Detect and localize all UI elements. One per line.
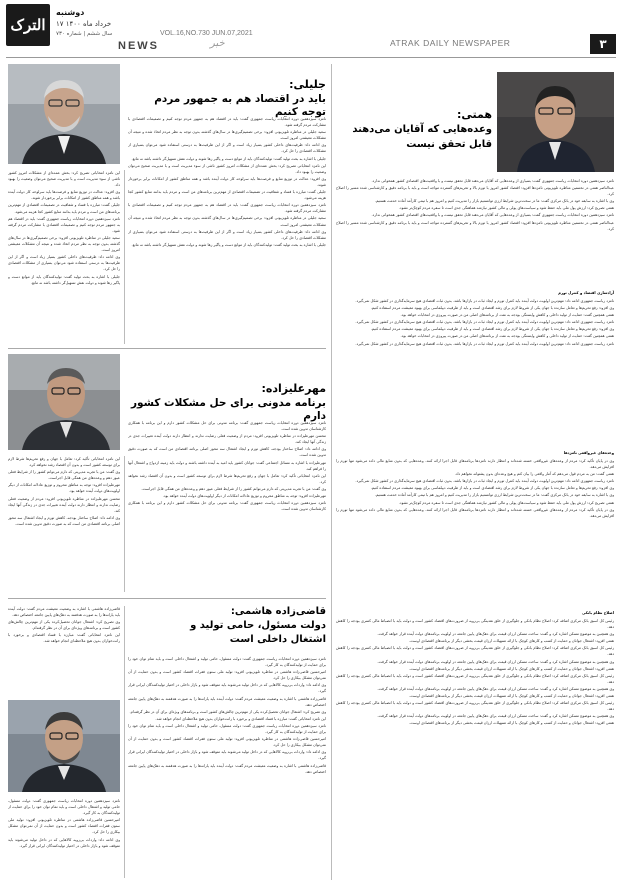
paragraph: وی ادامه داد: ظرفیت‌های داخلی کشور بسیار زیاد است و اگر از این ظرفیت‌ها به درستی استفاده شود می‌توان بسیاری از مشکلات اقتصادی را حل کرد. bbox=[128, 143, 326, 154]
portrait-image bbox=[8, 700, 120, 792]
paragraph: وی ادامه داد: واردات بی‌رویه کالاهایی که در داخل تولید می‌شوند باید متوقف شود و بازار داخلی در اختیار تولیدکنندگان ایرانی قرار گیرد. bbox=[128, 750, 326, 761]
paragraph: همتی همچنین گفت: حمایت از تولید داخلی و کاهش وابستگی بودجه به نفت از برنامه‌های اصلی من در صورت پیروزی در انتخابات خواهد بود. bbox=[400, 334, 614, 339]
section-label-news: NEWS bbox=[118, 40, 159, 52]
paragraph: وی همچنین به موضوع مسکن اشاره کرد و گفت: ساخت مسکن ارزان قیمت برای دهک‌های پایین جامعه در اولویت برنامه‌های دولت آینده قرار خواهد گرفت. bbox=[377, 686, 614, 691]
section-divider bbox=[8, 598, 326, 599]
hemmati-title-line-1[interactable]: وعده‌هایی که آقایان می‌دهند bbox=[352, 124, 492, 135]
paragraph: نامزد سیزدهمین دوره انتخابات ریاست جمهوری گفت: بسیاری از وعده‌هایی که آقایان می‌دهند قابل تحقق نیست و با واقعیت‌های اقتصادی کشور همخوانی ندارد. bbox=[371, 179, 614, 183]
paragraph: عبدالناصر همتی در نخستین مناظره تلویزیونی نامزدها افزود: اقتصاد کشور امروز با تورم بالا و تحریم‌های گسترده مواجه است و باید با برنامه دقیق و کارشناسی شده مسیر را اصلاح کرد. bbox=[336, 186, 614, 197]
paragraph: وی ادامه داد: ظرفیت‌های داخلی کشور بسیار زیاد است و اگر از این ظرفیت‌ها به درستی استفاده شود می‌توان بسیاری از مشکلات اقتصادی را حل کرد. bbox=[128, 229, 326, 240]
paragraph: وی ادامه داد: اصلاح ساختار بودجه، کاهش تورم و ایجاد اشتغال سه محور اصلی برنامه اقتصادی من است که به صورت دقیق تدوین شده است. bbox=[8, 515, 120, 526]
paragraph: رئیس کل اسبق بانک مرکزی اضافه کرد: اصلاح نظام بانکی و جلوگیری از خلق نقدینگی بی‌رویه از ضرورت‌های اقتصاد کشور است و دولت باید با انضباط مالی کسری بودجه را کاهش دهد. bbox=[336, 701, 614, 712]
paragraph: نامزد سیزدهمین دوره انتخابات ریاست جمهوری گفت: دولت مسئول، حامی تولید و اشتغال داخلی است و باید تمام توان خود را برای حمایت از تولیدکنندگان به کار گیرد. bbox=[8, 799, 120, 816]
paragraph: وی ادامه داد: اصلاح ساختار بودجه، کاهش تورم و ایجاد اشتغال سه محور اصلی برنامه اقتصادی من است که به صورت دقیق تدوین شده است. bbox=[128, 447, 326, 458]
paragraph: مهرعلیزاده با اشاره به مسائل اجتماعی گفت: جوانان کشور باید امید به آینده داشته باشند و دولت باید زمینه ازدواج و اشتغال آنها را فراهم کند. bbox=[128, 460, 326, 471]
paragraph: وی گفت: من با تجربه مدیریتی که دارم می‌توانم کشور را از شرایط فعلی عبور دهم و وعده‌های من همگی قابل اجراست. bbox=[141, 486, 326, 491]
paragraph: وی همچنین به موضوع مسکن اشاره کرد و گفت: ساخت مسکن ارزان قیمت برای دهک‌های پایین جامعه در اولویت برنامه‌های دولت آینده قرار خواهد گرفت. bbox=[377, 714, 614, 719]
inner-column-divider bbox=[124, 456, 125, 592]
paragraph: نامزد ریاست جمهوری ادامه داد: مهم‌ترین اولویت دولت آینده باید کنترل تورم و ایجاد ثبات در بازارها باشد. بدون ثبات اقتصادی هیچ سرمایه‌گذاری در کشور شکل نمی‌گیرد. bbox=[355, 479, 614, 484]
paragraph: جلیلی با اشاره به بحث تولید گفت: تولیدکنندگان باید از موانع دست و پاگیر رها شوند و دولت نقش تسهیل‌گر داشته باشد نه مانع. bbox=[8, 274, 120, 285]
jalili-body-right bbox=[128, 116, 326, 344]
ghazizadeh-body-right bbox=[128, 656, 326, 878]
paragraph: این نامزد انتخاباتی گفت: مبارزه با فساد اقتصادی و برخورد با رانت‌خواران بدون هیچ ملاحظه‌ای انجام خواهد شد. bbox=[155, 716, 326, 721]
mehralizadeh-title[interactable]: برنامه مدونی برای حل مشکلات کشور دارم bbox=[130, 397, 326, 423]
paragraph: وی تصریح کرد: اشتغال جوانان تحصیل‌کرده یکی از مهم‌ترین چالش‌های کشور است و برنامه‌های ویژه‌ای برای آن در نظر گرفته‌ام. bbox=[8, 620, 120, 631]
paragraph: همتی تصریح کرد: ارزش پول ملی باید حفظ شود و سیاست‌های پولی و مالی کشور نیازمند هماهنگی جدی است تا سفره مردم کوچک‌تر نشود. bbox=[398, 500, 614, 505]
ghazizadeh-body-top-left bbox=[8, 606, 120, 694]
paragraph: این نامزد انتخاباتی گفت: مبارزه با فساد اقتصادی و برخورد با رانت‌خواران بدون هیچ ملاحظه‌ای انجام خواهد شد. bbox=[8, 633, 120, 644]
issue-tagline: سال ششم | شماره ۷۳۰ bbox=[56, 31, 113, 37]
portrait-image bbox=[8, 64, 120, 164]
inner-column-divider bbox=[124, 170, 125, 344]
paragraph: نامزد ریاست جمهوری ادامه داد: مهم‌ترین اولویت دولت آینده باید کنترل تورم و ایجاد ثبات در بازارها باشد. بدون ثبات اقتصادی هیچ سرمایه‌گذاری در کشور شکل نمی‌گیرد. bbox=[355, 320, 614, 325]
newspaper-logo[interactable]: الترک bbox=[6, 4, 50, 46]
hemmati-body-4 bbox=[336, 618, 614, 878]
paragraph: نامزد سیزدهمین دوره انتخابات ریاست جمهوری گفت: باید در اقتصاد هم به جمهور مردم توجه کنیم و تصمیمات اقتصادی با مشارکت مردم گرفته شود. bbox=[8, 216, 120, 233]
header-divider bbox=[6, 57, 616, 58]
paragraph: وی گفت: من با تجربه مدیریتی که دارم می‌توانم کشور را از شرایط فعلی عبور دهم و وعده‌های من همگی قابل اجراست. bbox=[8, 470, 120, 481]
paragraph: وی ادامه داد: واردات بی‌رویه کالاهایی که در داخل تولید می‌شوند باید متوقف شود و بازار داخلی در اختیار تولیدکنندگان ایرانی قرار گیرد. bbox=[128, 683, 326, 694]
paragraph: وی با اشاره به سابقه خود در بانک مرکزی گفت: ما در سخت‌ترین شرایط ارزی توانستیم بازار را مدیریت کنیم و امروز هم با تیمی کارآمد آماده خدمت هستیم. bbox=[374, 199, 614, 204]
paragraph: این نامزد انتخاباتی تصریح کرد: بخش عمده‌ای از مشکلات امروز کشور ناشی از سوء مدیریت است و با مدیریت صحیح می‌توان وضعیت را بهبود داد. bbox=[128, 163, 326, 174]
paragraph: قاضی‌زاده هاشمی با اشاره به وضعیت معیشت مردم گفت: دولت آینده باید یارانه‌ها را به صورت هدفمند به دهک‌های پایین جامعه اختصاص دهد. bbox=[128, 696, 326, 707]
paragraph: سعید جلیلی در مناظره تلویزیونی افزود: برخی تصمیم‌گیری‌ها در سال‌های گذشته بدون توجه به نظر مردم اتخاذ شده و نتیجه آن مشکلات معیشتی امروز است. bbox=[128, 130, 326, 141]
paragraph: رئیس کل اسبق بانک مرکزی اضافه کرد: اصلاح نظام بانکی و جلوگیری از خلق نقدینگی بی‌رویه از ضرورت‌های اقتصاد کشور است و دولت باید با انضباط مالی کسری بودجه را کاهش دهد. bbox=[336, 673, 614, 684]
mehralizadeh-body-left bbox=[8, 456, 120, 592]
paragraph: وی افزود: رفع تحریم‌ها و تعامل سازنده با جهان یکی از شروط لازم برای رشد اقتصادی است و باید از ظرفیت دیپلماسی برای بهبود معیشت مردم استفاده کنیم. bbox=[370, 327, 614, 332]
ghazizadeh-title-line-2[interactable]: اشتغال داخلی است bbox=[229, 634, 326, 645]
paragraph: نامزد سیزدهمین دوره انتخابات ریاست جمهوری گفت: برنامه مدونی برای حل مشکلات کشور دارم و این برنامه با همکاری کارشناسان تدوین شده است. bbox=[128, 501, 326, 512]
paragraph: سعید جلیلی در مناظره تلویزیونی افزود: برخی تصمیم‌گیری‌ها در سال‌های گذشته بدون توجه به نظر مردم اتخاذ شده و نتیجه آن مشکلات معیشتی امروز است. bbox=[8, 235, 120, 253]
inner-column-divider bbox=[124, 606, 125, 878]
paragraph: وی افزود: عدالت در توزیع منابع و فرصت‌ها باید سرلوحه کار دولت آینده باشد و همه مناطق کشور از امکانات برابر برخوردار شوند. bbox=[128, 176, 326, 187]
issue-date: ۱۷ خرداد ماه ۱۴۰۰ bbox=[56, 20, 112, 28]
page-number: ۳ bbox=[590, 34, 616, 54]
paragraph: محسن مهرعلیزاده در مناظره تلویزیونی افزود: مردم از وضعیت فعلی رضایت ندارند و انتظار دارند دولت آینده تغییرات جدی در زندگی آنها ایجاد کند. bbox=[128, 434, 326, 445]
paragraph: نامزد ریاست جمهوری ادامه داد: مهم‌ترین اولویت دولت آینده باید کنترل تورم و ایجاد ثبات در بازارها باشد. بدون ثبات اقتصادی هیچ سرمایه‌گذاری در کشور شکل نمی‌گیرد. bbox=[355, 299, 614, 303]
paragraph: عبدالناصر همتی در نخستین مناظره تلویزیونی نامزدها افزود: اقتصاد کشور امروز با تورم بالا و تحریم‌های گسترده مواجه است و باید با برنامه دقیق و کارشناسی شده مسیر را اصلاح کرد. bbox=[336, 220, 614, 231]
portrait-image bbox=[8, 354, 120, 450]
paragraph: قاضی‌زاده هاشمی با اشاره به وضعیت معیشت مردم گفت: دولت آینده باید یارانه‌ها را به صورت هدفمند به دهک‌های پایین جامعه اختصاص دهد. bbox=[8, 607, 120, 618]
paragraph: نامزد سیزدهمین دوره انتخابات ریاست جمهوری گفت: باید در اقتصاد هم به جمهور مردم توجه کنیم و تصمیمات اقتصادی با مشارکت مردم گرفته شود. bbox=[128, 117, 326, 128]
paragraph: همتی گفت: من به مردم قول می‌دهم که آمار واقعی را بیان کنم و هیچ وعده‌ای بدون پشتوانه نخواهم داد. bbox=[454, 472, 614, 477]
paragraph: وی با اشاره به سابقه خود در بانک مرکزی گفت: ما در سخت‌ترین شرایط ارزی توانستیم بازار را مدیریت کنیم و امروز هم با تیمی کارآمد آماده خدمت هستیم. bbox=[374, 493, 614, 498]
paragraph: نامزد سیزدهمین دوره انتخابات ریاست جمهوری گفت: باید در اقتصاد هم به جمهور مردم توجه کنیم و تصمیمات اقتصادی با مشارکت مردم گرفته شود. bbox=[128, 203, 326, 214]
hemmati-body-1 bbox=[336, 178, 614, 288]
section-divider bbox=[8, 348, 326, 349]
mehralizadeh-body-right bbox=[128, 420, 326, 592]
paragraph: امیرحسین قاضی‌زاده هاشمی در مناظره تلویزیونی افزود: تولید ملی ستون فقرات اقتصاد کشور است و بدون حمایت از آن نمی‌توان مشکل بیکاری را حل کرد. bbox=[128, 737, 326, 748]
paragraph: جلیلی گفت: مبارزه با فساد و شفافیت در تصمیمات اقتصادی از مهم‌ترین برنامه‌های من است و مردم باید بدانند منابع کشور کجا هزینه می‌شود. bbox=[8, 203, 120, 214]
portrait-image bbox=[497, 72, 614, 172]
paragraph: وی افزود: عدالت در توزیع منابع و فرصت‌ها باید سرلوحه کار دولت آینده باشد و همه مناطق کشور از امکانات برابر برخوردار شوند. bbox=[8, 190, 120, 201]
hemmati-body-2 bbox=[336, 298, 614, 448]
ghazizadeh-title-line-1[interactable]: دولت مسئول، حامی تولید و bbox=[190, 620, 326, 631]
paragraph: نامزد ریاست جمهوری ادامه داد: مهم‌ترین اولویت دولت آینده باید کنترل تورم و ایجاد ثبات در بازارها باشد. بدون ثبات اقتصادی هیچ سرمایه‌گذاری در کشور شکل نمی‌گیرد. bbox=[355, 341, 614, 346]
paragraph: قاضی‌زاده هاشمی با اشاره به وضعیت معیشت مردم گفت: دولت آینده باید یارانه‌ها را به صورت هدفمند به دهک‌های پایین جامعه اختصاص دهد. bbox=[128, 763, 326, 774]
ghazizadeh-body-bottom-left bbox=[8, 798, 120, 878]
paragraph: وی همچنین به موضوع مسکن اشاره کرد و گفت: ساخت مسکن ارزان قیمت برای دهک‌های پایین جامعه در اولویت برنامه‌های دولت آینده قرار خواهد گرفت. bbox=[377, 659, 614, 664]
paragraph: این نامزد انتخاباتی تأکید کرد: تعامل با جهان و رفع تحریم‌ها شرط لازم برای توسعه کشور است و بدون آن اقتصاد رشد نخواهد کرد. bbox=[8, 457, 120, 468]
paragraph: وی ادامه داد: واردات بی‌رویه کالاهایی که در داخل تولید می‌شوند باید متوقف شود و بازار داخلی در اختیار تولیدکنندگان ایرانی قرار گیرد. bbox=[8, 837, 120, 848]
volume-line: VOL.16,NO.730 JUN.07,2021 bbox=[160, 30, 253, 37]
hemmati-body-3 bbox=[336, 458, 614, 608]
hemmati-subhead-2: وعده‌های غیرواقعی نامزدها bbox=[563, 451, 614, 455]
paragraph: رئیس کل اسبق بانک مرکزی اضافه کرد: اصلاح نظام بانکی و جلوگیری از خلق نقدینگی بی‌رویه از ضرورت‌های اقتصاد کشور است و دولت باید با انضباط مالی کسری بودجه را کاهش دهد. bbox=[336, 619, 614, 630]
paragraph: نامزد سیزدهمین دوره انتخابات ریاست جمهوری گفت: برنامه مدونی برای حل مشکلات کشور دارم و این برنامه با همکاری کارشناسان تدوین شده است. bbox=[128, 421, 326, 432]
hemmati-title-line-2[interactable]: قابل تحقق نیست bbox=[406, 139, 492, 150]
ghazizadeh-kicker: قاضی‌زاده هاشمی: bbox=[230, 606, 326, 617]
paragraph: همتی افزود: اشتغال جوانان و حمایت از کسب و کارهای کوچک با ارائه تسهیلات ارزان قیمت بخشی دیگر از برنامه‌های اقتصادی اوست. bbox=[409, 639, 614, 644]
paragraph: امیرحسین قاضی‌زاده هاشمی در مناظره تلویزیونی افزود: تولید ملی ستون فقرات اقتصاد کشور است و بدون حمایت از آن نمی‌توان مشکل بیکاری را حل کرد. bbox=[8, 818, 120, 835]
hemmati-kicker: همتی: bbox=[456, 108, 492, 121]
paragraph: جلیلی گفت: مبارزه با فساد و شفافیت در تصمیمات اقتصادی از مهم‌ترین برنامه‌های من است و مردم باید بدانند منابع کشور کجا هزینه می‌شود. bbox=[128, 190, 326, 201]
paragraph: وی افزود: رفع تحریم‌ها و تعامل سازنده با جهان یکی از شروط لازم برای رشد اقتصادی است و باید از ظرفیت دیپلماسی برای بهبود معیشت مردم استفاده کنیم. bbox=[370, 486, 614, 491]
hemmati-subhead-1: آزادسازی اقتصاد و کنترل تورم bbox=[558, 291, 614, 295]
paragraph: مهرعلیزاده افزود: توجه به مناطق محروم و توزیع عادلانه امکانات از دیگر اولویت‌های دولت آینده خواهد بود. bbox=[8, 483, 120, 494]
paragraph: همتی تصریح کرد: ارزش پول ملی باید حفظ شود و سیاست‌های پولی و مالی کشور نیازمند هماهنگی جدی است تا سفره مردم کوچک‌تر نشود. bbox=[398, 206, 614, 211]
jalili-kicker: جلیلی: bbox=[289, 78, 326, 91]
hemmati-photo bbox=[497, 72, 614, 172]
column-divider bbox=[331, 64, 332, 880]
paragraph: این نامزد انتخاباتی تأکید کرد: تعامل با جهان و رفع تحریم‌ها شرط لازم برای توسعه کشور است و بدون آن اقتصاد رشد نخواهد کرد. bbox=[128, 473, 326, 484]
paragraph: وی افزود: رفع تحریم‌ها و تعامل سازنده با جهان یکی از شروط لازم برای رشد اقتصادی است و باید از ظرفیت دیپلماسی برای بهبود معیشت مردم استفاده کنیم. bbox=[370, 306, 614, 311]
jalili-body-left bbox=[8, 170, 120, 344]
paragraph: سعید جلیلی در مناظره تلویزیونی افزود: برخی تصمیم‌گیری‌ها در سال‌های گذشته بدون توجه به نظر مردم اتخاذ شده و نتیجه آن مشکلات معیشتی امروز است. bbox=[128, 216, 326, 227]
paragraph: وی ادامه داد: ظرفیت‌های داخلی کشور بسیار زیاد است و اگر از این ظرفیت‌ها به درستی استفاده شود می‌توان بسیاری از مشکلات اقتصادی را حل کرد. bbox=[8, 255, 120, 272]
paragraph: جلیلی با اشاره به بحث تولید گفت: تولیدکنندگان باید از موانع دست و پاگیر رها شوند و دولت نقش تسهیل‌گر داشته باشد نه مانع. bbox=[131, 242, 326, 247]
mehralizadeh-kicker: مهرعلیزاده: bbox=[261, 382, 326, 395]
paragraph: وی در پایان تأکید کرد: مردم از وعده‌های غیرواقعی خسته شده‌اند و انتظار دارند نامزدها برنامه‌های قابل اجرا ارائه کنند. وعده‌هایی که بدون منابع مالی داده می‌شود تنها تورم را افزایش می‌دهد. bbox=[336, 459, 614, 470]
paragraph: نامزد سیزدهمین دوره انتخابات ریاست جمهوری گفت: دولت مسئول، حامی تولید و اشتغال داخلی است و باید تمام توان خود را برای حمایت از تولیدکنندگان به کار گیرد. bbox=[128, 723, 326, 735]
paragraph: وی در پایان تأکید کرد: مردم از وعده‌های غیرواقعی خسته شده‌اند و انتظار دارند نامزدها برنامه‌های قابل اجرا ارائه کنند. وعده‌هایی که بدون منابع مالی داده می‌شود تنها تورم را افزایش می‌دهد. bbox=[336, 507, 614, 518]
paragraph: مهرعلیزاده افزود: توجه به مناطق محروم و توزیع عادلانه امکانات از دیگر اولویت‌های دولت آینده خواهد بود. bbox=[162, 494, 326, 499]
paragraph: وی همچنین به موضوع مسکن اشاره کرد و گفت: ساخت مسکن ارزان قیمت برای دهک‌های پایین جامعه در اولویت برنامه‌های دولت آینده قرار خواهد گرفت. bbox=[377, 632, 614, 637]
paragraph: نامزد سیزدهمین دوره انتخابات ریاست جمهوری گفت: دولت مسئول، حامی تولید و اشتغال داخلی است و باید تمام توان خود را برای حمایت از تولیدکنندگان به کار گیرد. bbox=[128, 657, 326, 668]
jalili-photo bbox=[8, 64, 120, 164]
paragraph: محسن مهرعلیزاده در مناظره تلویزیونی افزود: مردم از وضعیت فعلی رضایت ندارند و انتظار دارند دولت آینده تغییرات جدی در زندگی آنها ایجاد کند. bbox=[8, 496, 120, 513]
paragraph: وی تصریح کرد: اشتغال جوانان تحصیل‌کرده یکی از مهم‌ترین چالش‌های کشور است و برنامه‌های ویژه‌ای برای آن در نظر گرفته‌ام. bbox=[129, 709, 326, 714]
paragraph: همتی افزود: اشتغال جوانان و حمایت از کسب و کارهای کوچک با ارائه تسهیلات ارزان قیمت بخشی دیگر از برنامه‌های اقتصادی اوست. bbox=[409, 694, 614, 699]
paragraph: امیرحسین قاضی‌زاده هاشمی در مناظره تلویزیونی افزود: تولید ملی ستون فقرات اقتصاد کشور است و بدون حمایت از آن نمی‌توان مشکل بیکاری را حل کرد. bbox=[128, 670, 326, 681]
issue-day: دوشنبه bbox=[56, 8, 85, 17]
section-label-khabar: خبر bbox=[210, 38, 225, 49]
jalili-title[interactable]: باید در اقتصاد هم به جمهور مردم توجه کنیم bbox=[154, 93, 326, 119]
paragraph: جلیلی با اشاره به بحث تولید گفت: تولیدکنندگان باید از موانع دست و پاگیر رها شوند و دولت نقش تسهیل‌گر داشته باشد نه مانع. bbox=[131, 156, 326, 161]
paragraph: نامزد سیزدهمین دوره انتخابات ریاست جمهوری گفت: بسیاری از وعده‌هایی که آقایان می‌دهند قابل تحقق نیست و با واقعیت‌های اقتصادی کشور همخوانی ندارد. bbox=[371, 213, 614, 218]
paragraph: این نامزد انتخاباتی تصریح کرد: بخش عمده‌ای از مشکلات امروز کشور ناشی از سوء مدیریت است و با مدیریت صحیح می‌توان وضعیت را بهبود داد. bbox=[8, 171, 120, 188]
paragraph: همتی افزود: اشتغال جوانان و حمایت از کسب و کارهای کوچک با ارائه تسهیلات ارزان قیمت بخشی دیگر از برنامه‌های اقتصادی اوست. bbox=[409, 666, 614, 671]
ghazizadeh-photo bbox=[8, 700, 120, 792]
hemmati-subhead-3: اصلاح نظام بانکی bbox=[582, 611, 614, 615]
paragraph: رئیس کل اسبق بانک مرکزی اضافه کرد: اصلاح نظام بانکی و جلوگیری از خلق نقدینگی بی‌رویه از ضرورت‌های اقتصاد کشور است و دولت باید با انضباط مالی کسری بودجه را کاهش دهد. bbox=[336, 646, 614, 657]
paper-name: ATRAK DAILY NEWSPAPER bbox=[390, 38, 511, 48]
paragraph: همتی افزود: اشتغال جوانان و حمایت از کسب و کارهای کوچک با ارائه تسهیلات ارزان قیمت بخشی دیگر از برنامه‌های اقتصادی اوست. bbox=[409, 721, 614, 726]
masthead bbox=[0, 0, 620, 58]
mehralizadeh-photo bbox=[8, 354, 120, 450]
paragraph: همتی همچنین گفت: حمایت از تولید داخلی و کاهش وابستگی بودجه به نفت از برنامه‌های اصلی من در صورت پیروزی در انتخابات خواهد بود. bbox=[400, 313, 614, 318]
